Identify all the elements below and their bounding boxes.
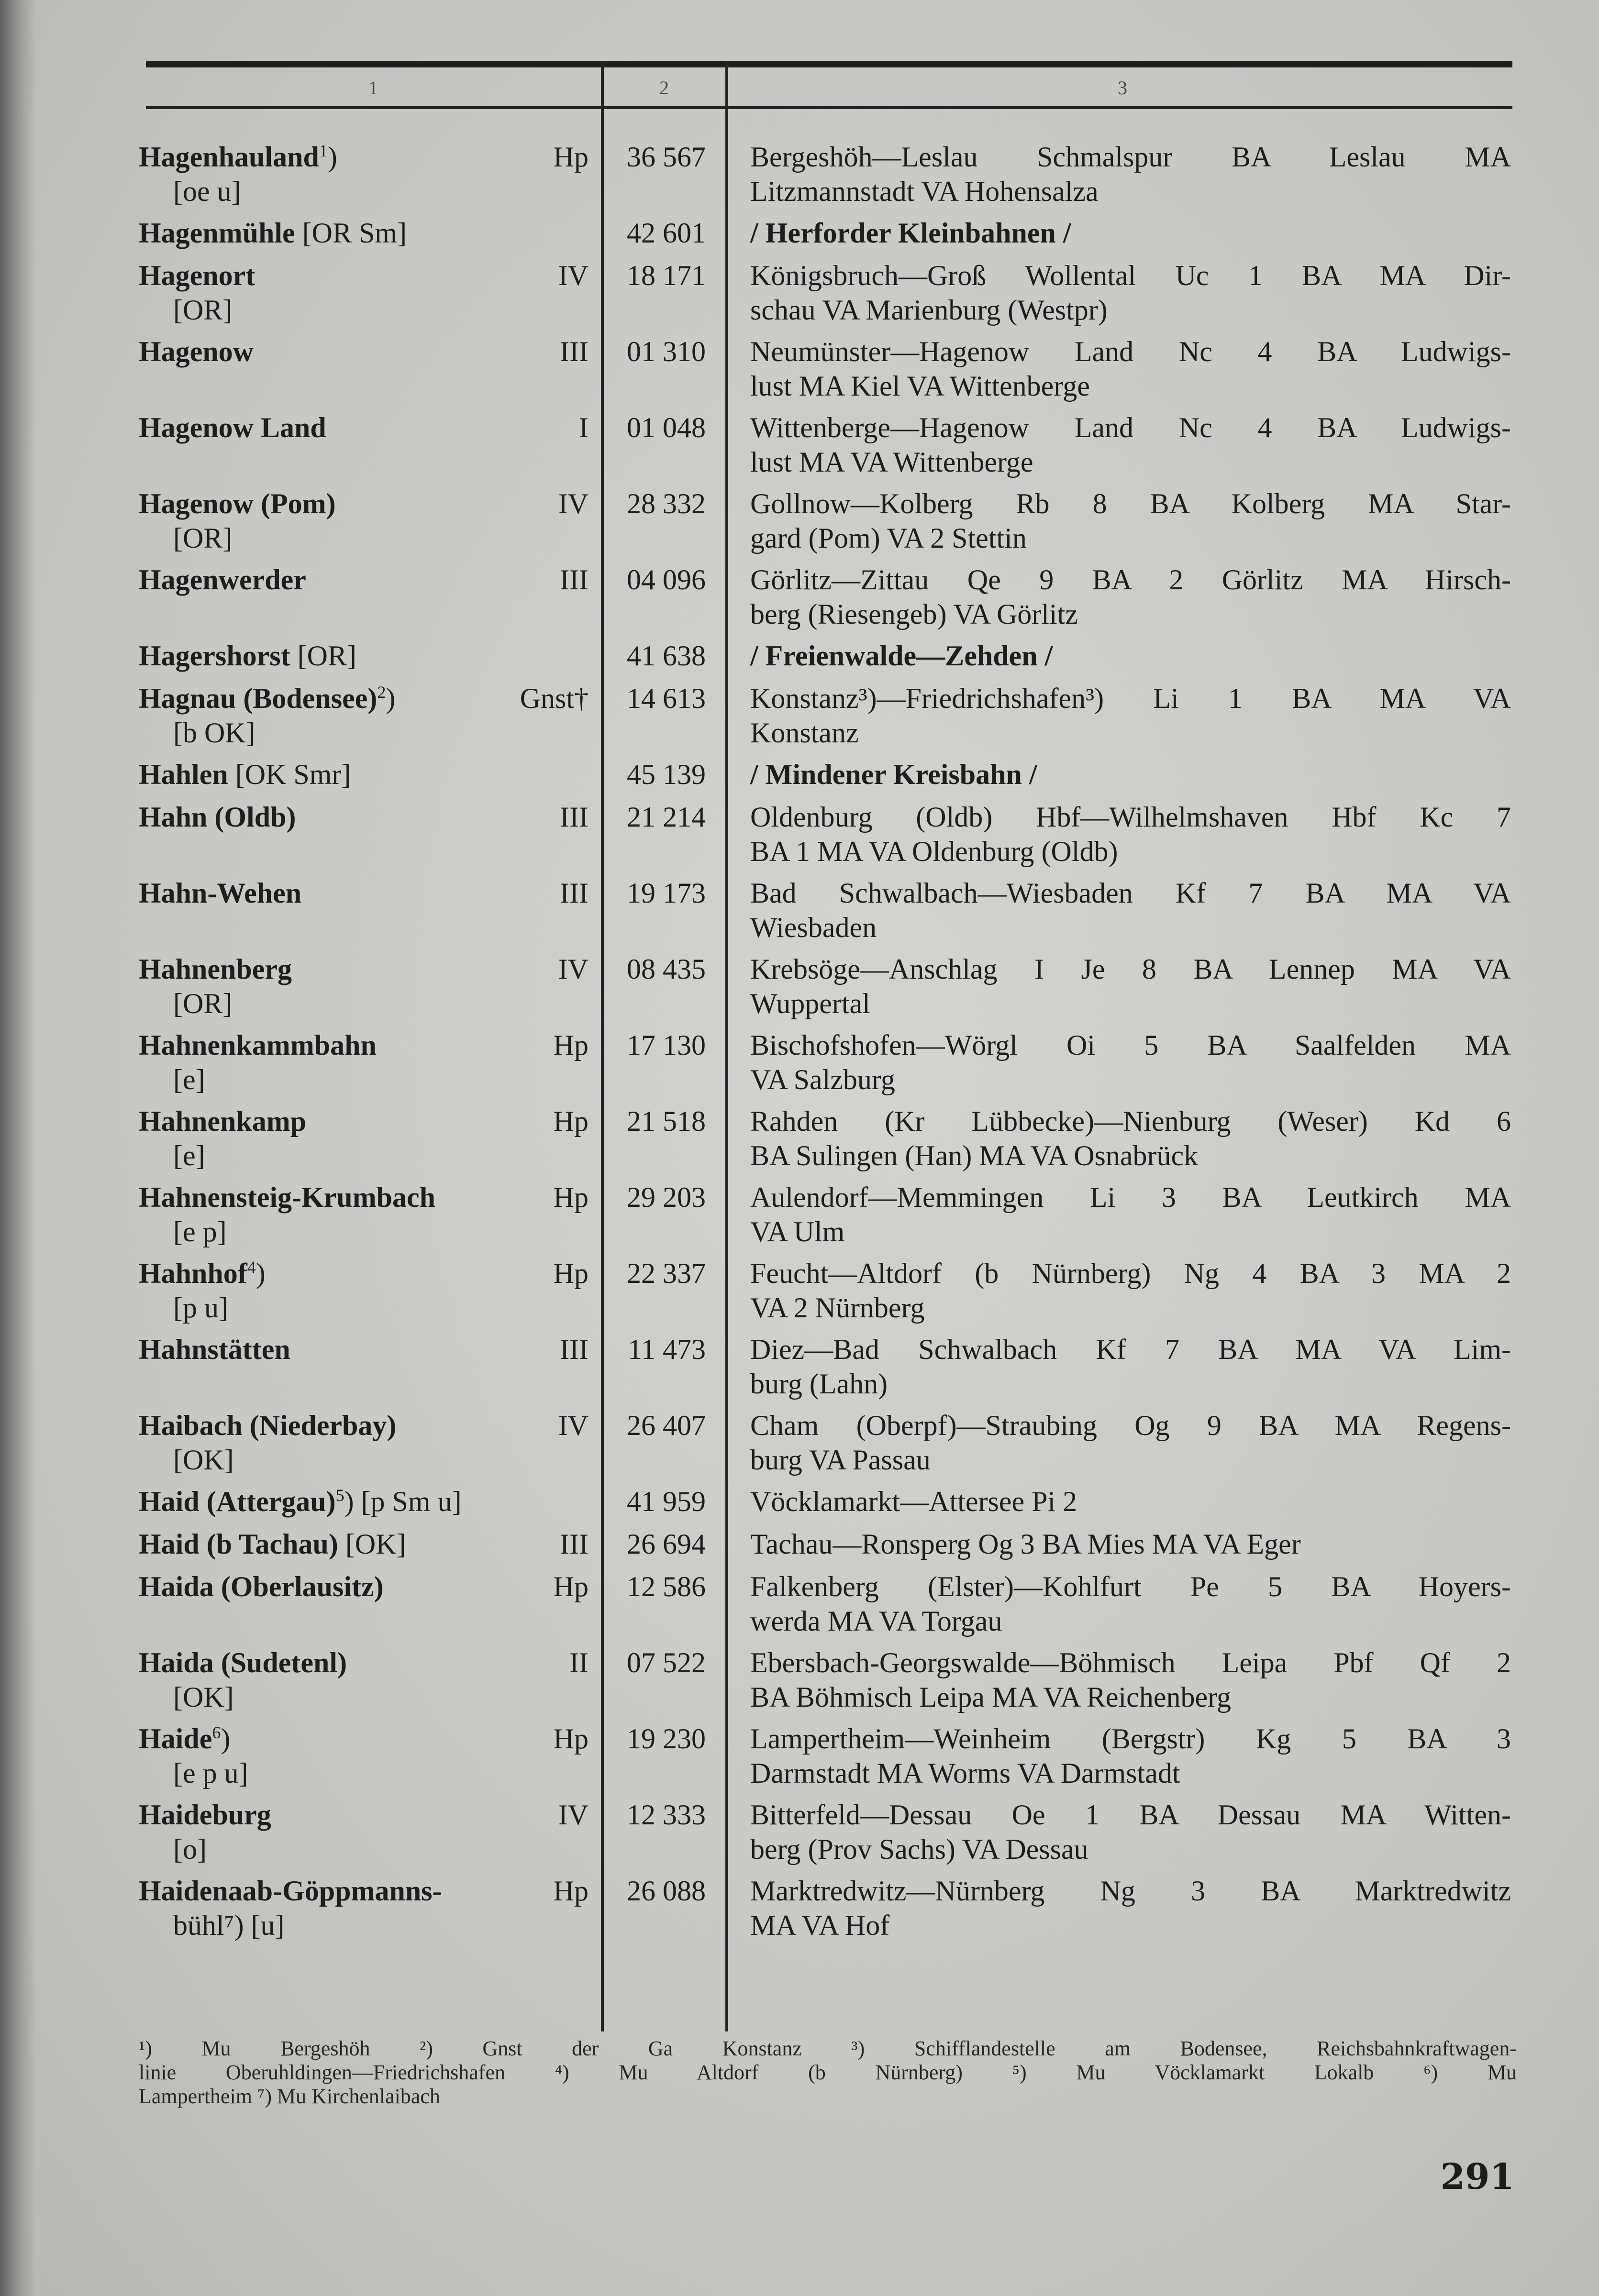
route-line: / Herforder Kleinbahnen / [750, 217, 1071, 249]
table-row [139, 140, 1517, 216]
route-info [750, 334, 1511, 403]
route-line: berg (Riesengeb) VA Görlitz [750, 598, 1078, 630]
station-line [139, 1256, 589, 1291]
station-number: 29 203 [627, 1181, 706, 1213]
table-row [139, 1484, 1517, 1527]
table-row [139, 334, 1517, 410]
route-info [750, 800, 1511, 869]
station-cell [139, 410, 589, 445]
station-name: Hagershorst [139, 640, 290, 672]
station-cell [139, 1028, 589, 1097]
station-number: 28 332 [627, 488, 706, 519]
station-line [139, 410, 589, 445]
route-line: Rahden (Kr Lübbecke)—Nienburg (Weser) Kd 6 [750, 1105, 1511, 1137]
page-number: 291 [1440, 2156, 1514, 2197]
route-info [750, 639, 1511, 673]
station-number: 26 694 [627, 1528, 706, 1560]
station-cell [139, 1874, 589, 1943]
footnote-ref-paren: ) [221, 1723, 231, 1755]
route-line: Marktredwitz—Nürnberg Ng 3 BA Marktredwitz [750, 1875, 1511, 1907]
table-row [139, 486, 1517, 563]
station-number: 36 567 [627, 141, 706, 173]
route-line: BA Böhmisch Leipa MA VA Reichenberg [750, 1681, 1231, 1713]
station-codes-continuation: [e] [173, 1064, 205, 1095]
route-line: burg VA Passau [750, 1444, 931, 1476]
route-info [750, 1408, 1511, 1477]
station-cell [139, 1180, 589, 1249]
table-row [139, 681, 1517, 757]
route-info [750, 486, 1511, 555]
route-line: Diez—Bad Schwalbach Kf 7 BA MA VA Lim- [750, 1334, 1511, 1365]
station-cell [139, 563, 589, 597]
station-line [139, 757, 589, 792]
station-name: Hagenwerder [139, 564, 306, 596]
footnote-ref-number: 5 [335, 1486, 344, 1505]
route-line: VA Ulm [750, 1216, 845, 1247]
station-name: Hahnhof [139, 1258, 247, 1289]
station-codes: [OR] [290, 640, 356, 672]
station-line [139, 1408, 589, 1443]
table-row [139, 800, 1517, 876]
route-info [750, 1527, 1511, 1561]
station-name: Hagenow Land [139, 412, 326, 443]
station-codes: [p Sm u] [354, 1486, 462, 1517]
station-cell [139, 800, 589, 834]
table-row [139, 410, 1517, 486]
table-row [139, 1527, 1517, 1569]
station-class: IV [558, 488, 589, 519]
station-name: Hagenmühle [139, 217, 295, 249]
station-number: 41 959 [627, 1486, 706, 1517]
column-number-2: 2 [659, 77, 669, 99]
route-line: Tachau—Ronsperg Og 3 BA Mies MA VA Eger [750, 1528, 1301, 1560]
station-cell [139, 639, 589, 673]
station-class: III [560, 801, 589, 833]
station-number: 01 310 [627, 336, 706, 367]
station-cell [139, 1104, 589, 1173]
station-number: 21 214 [627, 801, 706, 833]
station-name: Hagenhauland [139, 141, 319, 173]
station-codes-continuation: [OR] [173, 294, 233, 326]
table-row [139, 876, 1517, 952]
station-line [139, 563, 589, 597]
route-line: Bergeshöh—Leslau Schmalspur BA Leslau MA [750, 141, 1511, 173]
station-class: Hp [553, 1105, 589, 1137]
station-name: Haideburg [139, 1799, 271, 1831]
route-info [750, 1256, 1511, 1325]
station-codes-continuation: [oe u] [173, 176, 241, 207]
route-line: MA VA Hof [750, 1910, 890, 1941]
route-line: Feucht—Altdorf (b Nürnberg) Ng 4 BA 3 MA 2 [750, 1258, 1511, 1289]
station-line [139, 1180, 589, 1214]
route-info [750, 876, 1511, 945]
footnote-line: ¹) Mu Bergeshöh ²) Gnst der Ga Konstanz ³) Schifflandestelle am Bodensee, Reichsbahnkraftwagen- [139, 2037, 1517, 2060]
route-info [750, 140, 1511, 209]
table-row [139, 1569, 1517, 1645]
route-line: Cham (Oberpf)—Straubing Og 9 BA MA Regens- [750, 1410, 1511, 1441]
route-line: lust MA VA Wittenberge [750, 446, 1033, 478]
table-row [139, 1104, 1517, 1180]
station-name: Hahlen [139, 759, 228, 790]
route-line: lust MA Kiel VA Wittenberge [750, 370, 1090, 402]
station-number: 12 333 [627, 1799, 706, 1831]
station-cell [139, 1527, 589, 1561]
route-line: gard (Pom) VA 2 Stettin [750, 522, 1027, 554]
station-codes-continuation: bühl⁷) [u] [173, 1910, 285, 1941]
footnote-line: linie Oberuhldingen—Friedrichshafen ⁴) Mu Altdorf (b Nürnberg) ⁵) Mu Vöcklamarkt Lokalb ⁶) Mu [139, 2061, 1517, 2084]
station-name: Haibach (Niederbay) [139, 1410, 397, 1441]
station-class: Hp [553, 1029, 589, 1061]
route-info [750, 681, 1511, 750]
station-line [139, 1484, 589, 1519]
table-row [139, 1332, 1517, 1408]
footnote-ref-number: 1 [319, 141, 328, 160]
table-row [139, 1874, 1517, 1950]
route-line: Gollnow—Kolberg Rb 8 BA Kolberg MA Star- [750, 488, 1511, 519]
route-info [750, 952, 1511, 1021]
route-info [750, 1798, 1511, 1866]
station-name: Haid (Attergau) [139, 1486, 336, 1517]
station-number: 17 130 [627, 1029, 706, 1061]
station-number: 19 230 [627, 1723, 706, 1755]
route-info [750, 563, 1511, 631]
station-line [139, 1874, 589, 1908]
station-class: IV [558, 1799, 589, 1831]
station-cell [139, 334, 589, 369]
station-codes-continuation: [b OK] [173, 717, 255, 749]
station-name: Hahnenkammbahn [139, 1029, 377, 1061]
station-number: 45 139 [627, 759, 706, 790]
station-class: Gnst† [520, 683, 589, 714]
station-line [139, 1722, 589, 1756]
station-class: Hp [553, 1571, 589, 1602]
route-info [750, 1484, 1511, 1519]
footnote-ref-paren: ) [344, 1486, 354, 1517]
route-line: Königsbruch—Groß Wollental Uc 1 BA MA Dir- [750, 260, 1511, 291]
route-line: Wiesbaden [750, 912, 877, 943]
route-info [750, 216, 1511, 250]
footnote-ref-number: 4 [247, 1258, 256, 1277]
station-line [139, 140, 589, 174]
station-line [139, 876, 589, 910]
route-info [750, 1332, 1511, 1401]
route-line: Bitterfeld—Dessau Oe 1 BA Dessau MA Witten- [750, 1799, 1511, 1831]
station-codes: [OR Sm] [295, 217, 407, 249]
station-number: 14 613 [627, 683, 706, 714]
table-row [139, 1028, 1517, 1104]
route-line: Lampertheim—Weinheim (Bergstr) Kg 5 BA 3 [750, 1723, 1511, 1755]
station-line [139, 952, 589, 986]
station-cell [139, 1332, 589, 1367]
station-codes: [OK Smr] [228, 759, 351, 790]
station-cell [139, 1256, 589, 1325]
route-line: burg (Lahn) [750, 1368, 888, 1400]
station-name: Hahn-Wehen [139, 877, 302, 909]
station-codes-continuation: [o] [173, 1833, 207, 1865]
station-class: III [560, 1334, 589, 1365]
station-line [139, 1332, 589, 1367]
table-row [139, 563, 1517, 639]
footnote-ref-number: 6 [212, 1723, 221, 1742]
station-name: Haida (Sudetenl) [139, 1647, 347, 1678]
station-class: III [560, 1528, 589, 1560]
station-cell [139, 1798, 589, 1866]
table-row [139, 216, 1517, 258]
station-name: Haide [139, 1723, 212, 1755]
station-line [139, 1569, 589, 1604]
route-line: Bad Schwalbach—Wiesbaden Kf 7 BA MA VA [750, 877, 1511, 909]
route-line: Vöcklamarkt—Attersee Pi 2 [750, 1486, 1077, 1517]
route-line: / Freienwalde—Zehden / [750, 640, 1053, 672]
route-line: BA Sulingen (Han) MA VA Osnabrück [750, 1140, 1199, 1171]
station-line [139, 639, 589, 673]
route-line: Falkenberg (Elster)—Kohlfurt Pe 5 BA Hoyers- [750, 1571, 1511, 1602]
route-info [750, 410, 1511, 479]
route-line: Darmstadt MA Worms VA Darmstadt [750, 1757, 1180, 1789]
table-row [139, 1180, 1517, 1256]
table-row [139, 1798, 1517, 1874]
station-codes-continuation: [p u] [173, 1292, 228, 1324]
footnote-ref-paren: ) [255, 1258, 266, 1289]
route-info [750, 1874, 1511, 1943]
station-cell [139, 876, 589, 910]
station-cell [139, 681, 589, 750]
table-row [139, 1722, 1517, 1798]
table-row [139, 639, 1517, 681]
station-codes-continuation: [OR] [173, 522, 233, 554]
station-number: 21 518 [627, 1105, 706, 1137]
station-line [139, 486, 589, 521]
station-codes: [OK] [338, 1528, 406, 1560]
station-number: 41 638 [627, 640, 706, 672]
station-number: 08 435 [627, 953, 706, 985]
station-line [139, 216, 589, 250]
station-number: 26 088 [627, 1875, 706, 1907]
station-number: 11 473 [628, 1334, 706, 1365]
route-info [750, 1180, 1511, 1249]
station-class: Hp [553, 1181, 589, 1213]
station-class: I [579, 412, 589, 443]
route-line: VA Salzburg [750, 1064, 895, 1095]
route-info [750, 1722, 1511, 1790]
station-class: IV [558, 953, 589, 985]
station-cell [139, 1408, 589, 1477]
station-line [139, 1798, 589, 1832]
table-row [139, 952, 1517, 1028]
station-name: Hagenow (Pom) [139, 488, 336, 519]
route-line: Aulendorf—Memmingen Li 3 BA Leutkirch MA [750, 1181, 1511, 1213]
header-rule-bottom [146, 106, 1512, 109]
route-info [750, 258, 1511, 327]
station-number: 07 522 [627, 1647, 706, 1678]
station-line [139, 1104, 589, 1138]
header-rule-top [146, 61, 1512, 67]
station-line [139, 258, 589, 293]
station-class: IV [558, 1410, 589, 1441]
station-line [139, 1527, 589, 1561]
station-cell [139, 258, 589, 327]
route-line: Görlitz—Zittau Qe 9 BA 2 Görlitz MA Hirsch- [750, 564, 1511, 596]
station-cell [139, 952, 589, 1021]
route-info [750, 1645, 1511, 1714]
route-line: Konstanz [750, 717, 859, 749]
column-number-1: 1 [368, 77, 378, 99]
station-number: 26 407 [627, 1410, 706, 1441]
page-edge-shadow [0, 0, 36, 2296]
station-cell [139, 1569, 589, 1604]
route-line: werda MA VA Torgau [750, 1605, 1002, 1637]
table-row [139, 258, 1517, 334]
station-name: Hahnenberg [139, 953, 292, 985]
station-number: 42 601 [627, 217, 706, 249]
table-row [139, 1645, 1517, 1722]
station-line [139, 334, 589, 369]
station-number: 12 586 [627, 1571, 706, 1602]
station-class: Hp [553, 141, 589, 173]
station-class: III [560, 877, 589, 909]
station-name: Hagenort [139, 260, 255, 291]
route-line: / Mindener Kreisbahn / [750, 759, 1037, 790]
route-line: Litzmannstadt VA Hohensalza [750, 176, 1099, 207]
footnotes [139, 2037, 1517, 2108]
footnote-ref-paren: ) [386, 683, 396, 714]
route-info [750, 757, 1511, 792]
station-cell [139, 757, 589, 792]
station-number: 19 173 [627, 877, 706, 909]
route-line: VA 2 Nürnberg [750, 1292, 925, 1324]
station-codes-continuation: [e] [173, 1140, 205, 1171]
station-cell [139, 1484, 589, 1519]
route-line: schau VA Marienburg (Westpr) [750, 294, 1108, 326]
station-number: 18 171 [627, 260, 706, 291]
station-cell [139, 140, 589, 209]
station-cell [139, 1645, 589, 1714]
column-number-3: 3 [1118, 77, 1127, 99]
station-codes-continuation: [OK] [173, 1444, 234, 1476]
station-cell [139, 216, 589, 250]
route-line: berg (Prov Sachs) VA Dessau [750, 1833, 1088, 1865]
station-codes-continuation: [OR] [173, 988, 233, 1019]
station-line [139, 1028, 589, 1062]
station-number: 01 048 [627, 412, 706, 443]
station-name: Hahnenkamp [139, 1105, 307, 1137]
station-cell [139, 486, 589, 555]
station-name: Hagenow [139, 336, 254, 367]
station-name: Haidenaab-Göppmanns- [139, 1875, 442, 1907]
station-number: 22 337 [627, 1258, 706, 1289]
station-class: IV [558, 260, 589, 291]
table-row [139, 1408, 1517, 1484]
station-name: Haid (b Tachau) [139, 1528, 338, 1560]
route-line: Wuppertal [750, 988, 870, 1019]
route-line: Wittenberge—Hagenow Land Nc 4 BA Ludwigs- [750, 412, 1511, 443]
station-class: III [560, 336, 589, 367]
footnote-ref-paren: ) [327, 141, 337, 173]
station-class: Hp [553, 1723, 589, 1755]
station-cell [139, 1722, 589, 1790]
table-row [139, 757, 1517, 800]
route-info [750, 1104, 1511, 1173]
station-class: III [560, 564, 589, 596]
station-name: Hagnau (Bodensee) [139, 683, 378, 714]
station-class: Hp [553, 1258, 589, 1289]
footnote-ref-number: 2 [377, 683, 386, 702]
station-line [139, 800, 589, 834]
station-codes-continuation: [e p u] [173, 1757, 248, 1789]
station-line [139, 1645, 589, 1680]
route-line: Neumünster—Hagenow Land Nc 4 BA Ludwigs- [750, 336, 1511, 367]
station-table [139, 140, 1517, 1950]
station-codes-continuation: [e p] [173, 1216, 227, 1247]
station-name: Hahnstätten [139, 1334, 290, 1365]
table-row [139, 1256, 1517, 1332]
station-name: Hahn (Oldb) [139, 801, 296, 833]
route-line: Krebsöge—Anschlag I Je 8 BA Lennep MA VA [750, 953, 1511, 985]
route-line: Konstanz³)—Friedrichshafen³) Li 1 BA MA VA [750, 683, 1511, 714]
station-number: 04 096 [627, 564, 706, 596]
route-line: Oldenburg (Oldb) Hbf—Wilhelmshaven Hbf Kc 7 [750, 801, 1511, 833]
station-class: II [569, 1647, 589, 1678]
route-line: BA 1 MA VA Oldenburg (Oldb) [750, 836, 1118, 867]
route-info [750, 1028, 1511, 1097]
station-name: Haida (Oberlausitz) [139, 1571, 384, 1602]
route-line: Bischofshofen—Wörgl Oi 5 BA Saalfelden MA [750, 1029, 1511, 1061]
route-line: Ebersbach-Georgswalde—Böhmisch Leipa Pbf Qf 2 [750, 1647, 1511, 1678]
station-codes-continuation: [OK] [173, 1681, 234, 1713]
station-class: Hp [553, 1875, 589, 1907]
route-info [750, 1569, 1511, 1638]
station-name: Hahnensteig-Krumbach [139, 1181, 436, 1213]
footnote-line: Lampertheim ⁷) Mu Kirchenlaibach [139, 2085, 440, 2108]
